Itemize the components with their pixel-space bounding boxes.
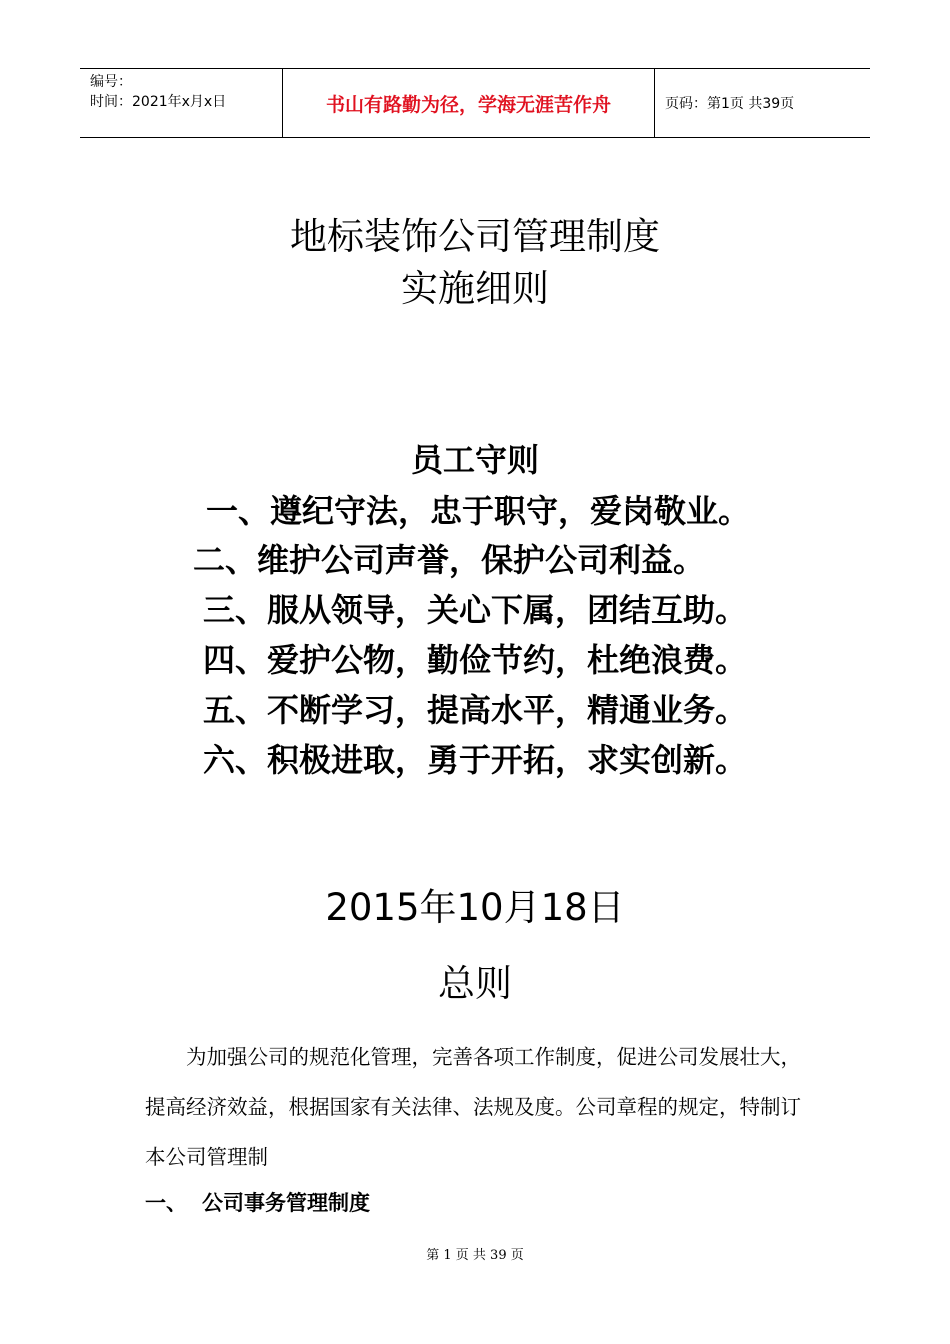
- document-title-line-1: 地标装饰公司管理制度: [290, 215, 660, 258]
- header-motto: 书山有路勤为径，学海无涯苦作舟: [282, 69, 655, 137]
- header-meta: [80, 69, 282, 137]
- header-page-info: 页码：第1页 共39页: [665, 96, 795, 112]
- document-title-line-2: 实施细则: [401, 267, 549, 310]
- header-number-label: 编号：: [90, 74, 132, 90]
- header-time-label: 时间：2021年x月x日: [90, 94, 227, 110]
- chapter-title: 公司事务管理制度: [202, 1191, 370, 1215]
- employee-rule-3: 三、服从领导，关心下属，团结互助。: [202, 591, 747, 629]
- employee-rule-4: 四、爱护公物，勤俭节约，杜绝浪费。: [202, 641, 747, 679]
- chapter-heading: [145, 1183, 370, 1223]
- employee-rule-1: 一、遵纪守法，忠于职守，爱岗敬业。: [205, 492, 750, 530]
- chapter-number: 一、: [145, 1191, 187, 1215]
- employee-rule-2: 二、维护公司声誉，保护公司利益。: [192, 541, 705, 579]
- document-date: 2015年10月18日: [325, 886, 625, 929]
- document-header: [80, 68, 870, 138]
- general-paragraph: 为加强公司的规范化管理，完善各项工作制度，促进公司发展壮大，提高经济效益，根据国家有关法律、法规及度。公司章程的规定，特制订本公司管理制: [145, 1045, 801, 1169]
- employee-rules-heading: 员工守则: [410, 441, 539, 479]
- employee-rule-5: 五、不断学习，提高水平，精通业务。: [202, 691, 747, 729]
- page-footer: 第 1 页 共 39 页: [426, 1248, 524, 1263]
- general-heading: 总则: [438, 962, 512, 1005]
- employee-rule-6: 六、积极进取，勇于开拓，求实创新。: [202, 741, 747, 779]
